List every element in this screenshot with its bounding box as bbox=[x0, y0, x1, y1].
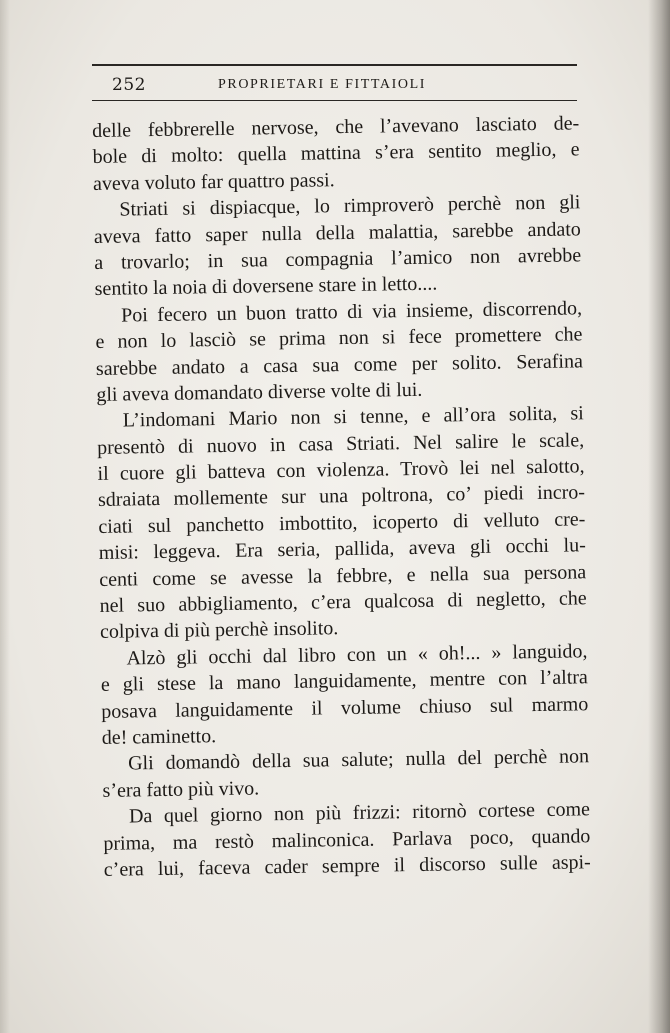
text-line: de! caminetto. bbox=[101, 725, 217, 749]
text-line: gli aveva domandato diverse volte di lui. bbox=[96, 378, 423, 406]
text-line: aveva fatto saper nulla della malattia, sarebbe andato bbox=[93, 217, 581, 248]
text-line: a trovarlo; in sua compagnia l’amico non avrebbe bbox=[94, 244, 582, 274]
page-left-edge bbox=[0, 0, 10, 1033]
text-line: e gli stese la mano languidamente, mentre con l’altra bbox=[100, 666, 589, 697]
header-rule-top bbox=[92, 64, 577, 66]
text-line: presentò di nuovo in casa Striati. Nel salire le scale, bbox=[97, 428, 585, 459]
text-line: nel suo abbigliamento, c’era qualcosa di negletto, che bbox=[99, 587, 587, 617]
text-line: e non lo lasciò se prima non si fece promettere che bbox=[95, 323, 583, 354]
text-line: colpiva di più perchè insolito. bbox=[99, 617, 339, 644]
text-line: aveva voluto far quattro passi. bbox=[92, 168, 335, 195]
text-line: Alzò gli occhi dal libro con un « oh!... » languido, bbox=[126, 640, 588, 670]
text-line: Gli domandò della sua salute; nulla del perchè non bbox=[127, 745, 590, 775]
text-line: Poi fecero un buon tratto di via insieme, discorrendo, bbox=[120, 297, 583, 327]
text-line: c’era lui, faceva cader sempre il discorso sulle aspi- bbox=[103, 851, 591, 881]
text-line: sdraiata mollemente sur una poltrona, co’ piedi incro- bbox=[97, 481, 586, 512]
text-line: prima, ma restò malinconica. Parlava poco, quando bbox=[103, 824, 591, 855]
text-line: ciati sul panchetto imbottito, icoperto di velluto cre- bbox=[98, 508, 586, 538]
text-line: misi: leggeva. Era seria, pallida, aveva gli occhi lu- bbox=[98, 534, 586, 565]
text-line: centi come se avesse la febbre, e nella sua persona bbox=[99, 560, 587, 591]
binding-shadow bbox=[648, 0, 670, 1033]
text-line: posava languidamente il volume chiuso sul marmo bbox=[101, 692, 589, 723]
text-line: Striati si dispiacque, lo rimproverò perchè non gli bbox=[119, 191, 581, 221]
text-line: sarebbe andato a casa sua come per solito. Serafina bbox=[95, 349, 584, 380]
text-line: delle febbrerelle nervose, che l’avevano lasciato de- bbox=[92, 112, 580, 142]
running-header bbox=[92, 64, 577, 102]
text-line: il cuore gli batteva con violenza. Trovò lei nel salotto, bbox=[97, 455, 585, 486]
text-line: s’era fatto più vivo. bbox=[102, 777, 260, 802]
text-line: bole di molto: quella mattina s’era sentito meglio, e bbox=[92, 138, 580, 169]
page-number: 252 bbox=[112, 75, 146, 95]
text-line: sentito la noia di doversene stare in letto.... bbox=[94, 272, 438, 301]
text-line: Da quel giorno non più frizzi: ritornò cortese come bbox=[128, 798, 591, 828]
body-text bbox=[92, 110, 604, 883]
running-title: PROPRIETARI E FITTAIOLI bbox=[218, 77, 426, 92]
header-rule-bottom bbox=[92, 100, 577, 101]
text-line: L’indomani Mario non si tenne, e all’ora solita, si bbox=[122, 402, 584, 432]
